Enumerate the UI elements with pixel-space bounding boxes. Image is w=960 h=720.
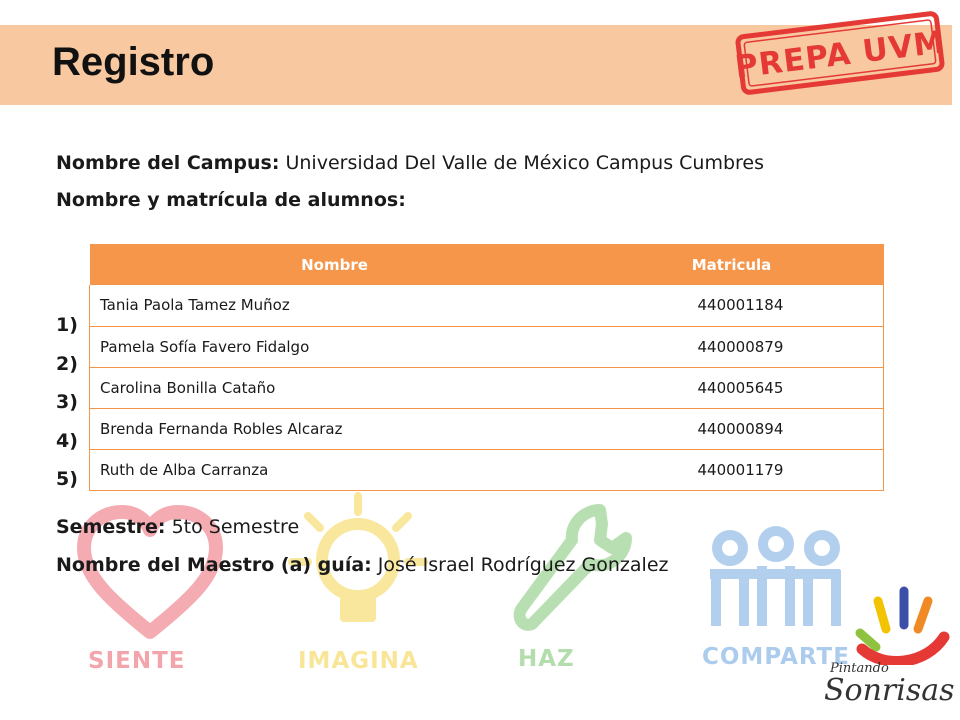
student-id: 440005645 <box>580 367 884 408</box>
table-row <box>90 449 884 490</box>
student-table <box>89 244 884 491</box>
row-number: 1) <box>56 314 78 336</box>
pintando-sonrisas-logo <box>822 585 955 715</box>
student-id: 440001184 <box>580 285 884 326</box>
student-id: 440000879 <box>580 326 884 367</box>
stamp-text: PREPA UVM <box>733 24 948 86</box>
maestro-line <box>56 554 669 576</box>
page-title: Registro <box>52 40 215 84</box>
table-row <box>90 408 884 449</box>
table-row <box>90 326 884 367</box>
column-header-nombre: Nombre <box>90 244 580 285</box>
student-name: Ruth de Alba Carranza <box>90 449 580 490</box>
student-name: Brenda Fernanda Robles Alcaraz <box>90 408 580 449</box>
semestre-label: Semestre: <box>56 516 166 538</box>
logo-word-pintando: Pintando <box>830 661 889 676</box>
student-id: 440001179 <box>580 449 884 490</box>
word-comparte: COMPARTE <box>702 644 850 670</box>
student-name: Tania Paola Tamez Muñoz <box>90 285 580 326</box>
semestre-line <box>56 516 299 538</box>
word-haz: HAZ <box>518 646 575 672</box>
word-siente: SIENTE <box>88 648 186 674</box>
row-number: 5) <box>56 468 78 490</box>
campus-line <box>56 152 764 174</box>
row-number: 3) <box>56 391 78 413</box>
campus-label: Nombre del Campus: <box>56 152 280 174</box>
hand-icon <box>860 591 944 662</box>
maestro-value: José Israel Rodríguez Gonzalez <box>377 554 669 576</box>
word-imagina: IMAGINA <box>298 648 419 674</box>
maestro-label: Nombre del Maestro (a) guía: <box>56 554 372 576</box>
row-number: 4) <box>56 429 78 452</box>
alumnos-label: Nombre y matrícula de alumnos: <box>56 189 406 211</box>
student-id: 440000894 <box>580 408 884 449</box>
student-name: Pamela Sofía Favero Fidalgo <box>90 326 580 367</box>
semestre-value: 5to Semestre <box>171 516 300 538</box>
table-header-row <box>90 244 884 285</box>
column-header-matricula: Matricula <box>580 244 884 285</box>
campus-value: Universidad Del Valle de México Campus Cumbres <box>285 152 765 174</box>
student-name: Carolina Bonilla Cataño <box>90 367 580 408</box>
row-number: 2) <box>56 352 78 375</box>
people-icon <box>710 531 840 626</box>
table-row <box>90 367 884 408</box>
logo-word-sonrisas: Sonrisas <box>824 673 955 708</box>
row-numbers <box>56 306 78 499</box>
alumnos-line <box>56 189 406 211</box>
table-row <box>90 285 884 326</box>
